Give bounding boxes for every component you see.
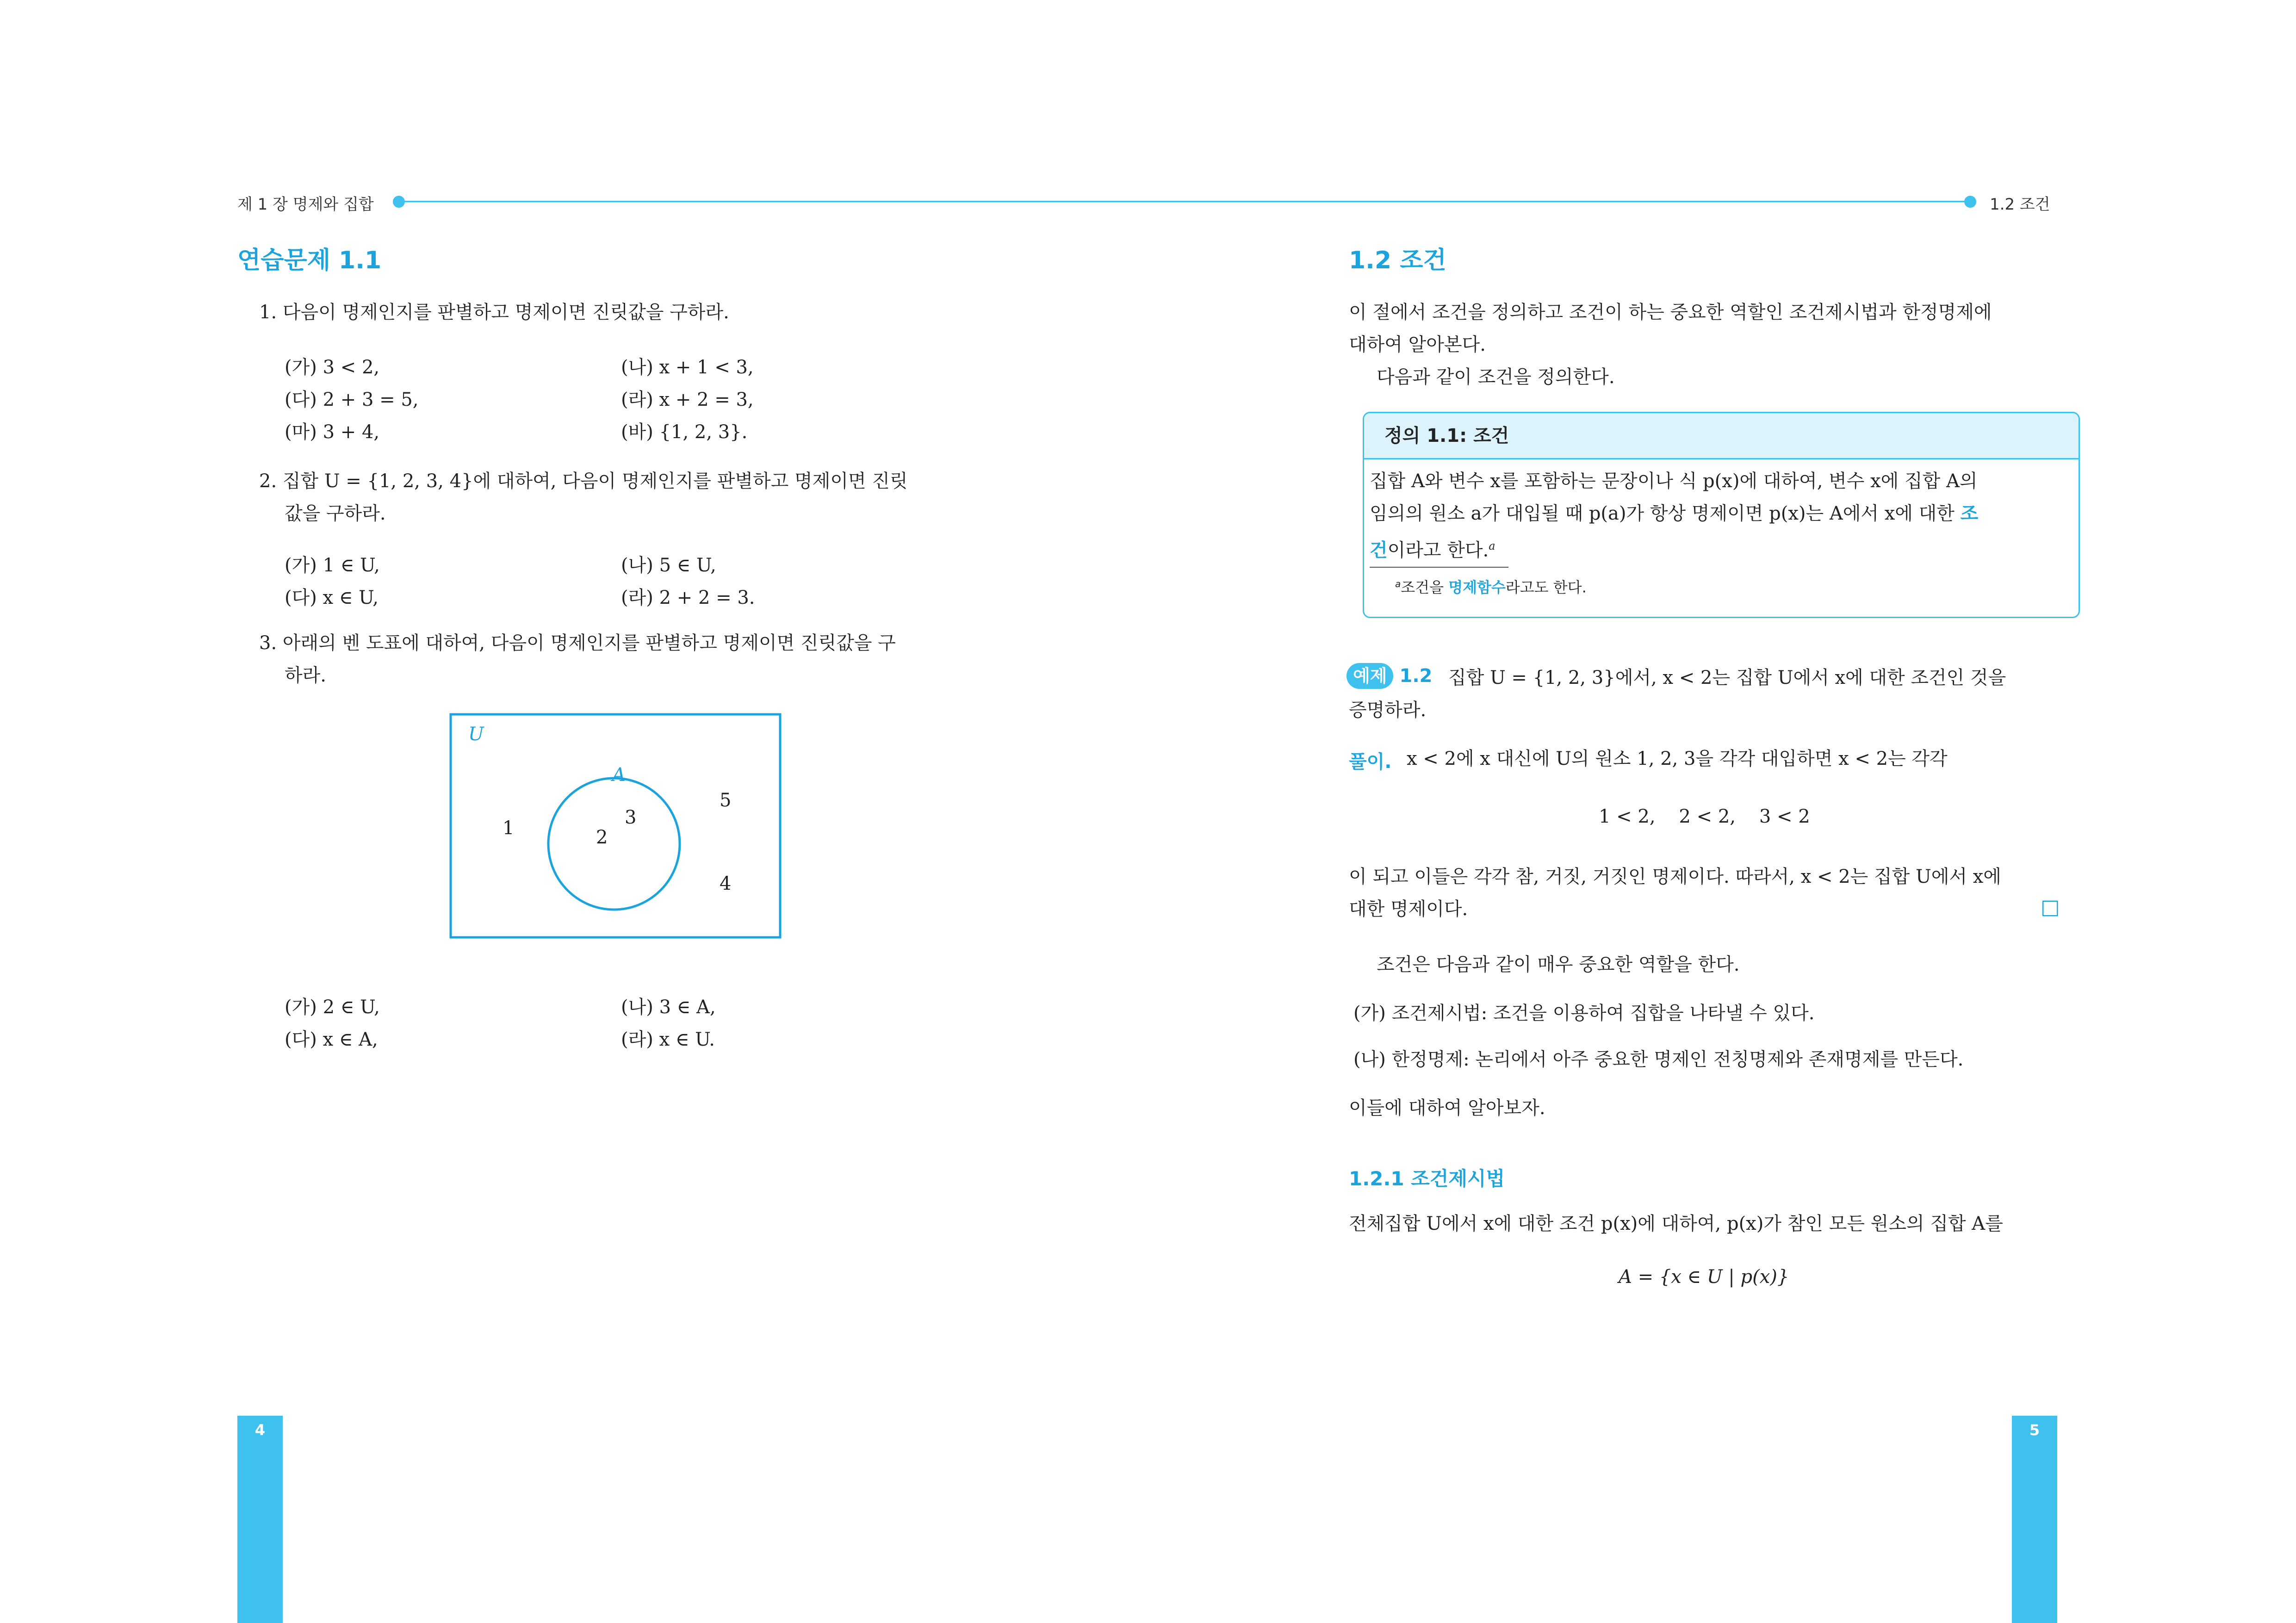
problem-1-option: (다) 2 + 3 = 5,: [285, 389, 419, 410]
problem-2-text: 값을 구하라.: [285, 503, 386, 524]
subsection-text: 전체집합 U에서 x에 대한 조건 p(x)에 대하여, p(x)가 참인 모든 원소의 집합 A를: [1349, 1213, 2003, 1234]
footnote-mark: a: [1489, 539, 1496, 552]
role-item: (나) 한정명제: 논리에서 아주 중요한 명제인 전칭명제와 존재명제를 만든다.: [1353, 1049, 1964, 1070]
definition-title: 정의 1.1: 조건: [1364, 413, 2079, 459]
definition-text: [1370, 497, 1978, 530]
problem-3-text: 하라.: [285, 665, 326, 686]
example-text: 집합 U = {1, 2, 3}에서, x < 2는 집합 U에서 x에 대한 조건인 것을: [1448, 667, 2006, 688]
set-builder-equation: A = {x ∈ U | p(x)}: [1619, 1266, 1789, 1288]
problem-1-option: (나) x + 1 < 3,: [621, 357, 754, 378]
problem-2-option: (다) x ∈ U,: [285, 587, 379, 608]
problem-3-text: 3. 아래의 벤 도표에 대하여, 다음이 명제인지를 판별하고 명제이면 진릿값을 구: [259, 632, 896, 654]
solution-label: 풀이.: [1349, 751, 1392, 773]
problem-1-text: 1. 다음이 명제인지를 판별하고 명제이면 진릿값을 구하라.: [259, 302, 729, 323]
problem-2-text: 2. 집합 U = {1, 2, 3, 4}에 대하여, 다음이 명제인지를 판별하고 명제이면 진릿: [259, 471, 908, 492]
problem-2-option: (가) 1 ∈ U,: [285, 555, 380, 576]
venn-element: 3: [625, 807, 637, 828]
problem-2-option: (라) 2 + 2 = 3.: [621, 587, 755, 608]
venn-diagram: [449, 712, 782, 939]
footnote-text: 조건을: [1401, 578, 1449, 596]
venn-element: 4: [720, 873, 732, 894]
venn-element: 1: [503, 818, 515, 839]
footnote-term: 명제함수: [1448, 578, 1506, 596]
problem-3-option: (다) x ∈ A,: [285, 1029, 378, 1050]
venn-element: 5: [720, 790, 732, 811]
problem-2-option: (나) 5 ∈ U,: [621, 555, 716, 576]
footnote-mark: a: [1395, 578, 1401, 589]
page-number-right: 5: [2029, 1421, 2040, 1439]
example-badge: 예제: [1347, 663, 1393, 689]
problem-1-option: (가) 3 < 2,: [285, 357, 380, 378]
intro-text: 이 절에서 조건을 정의하고 조건이 하는 중요한 역할인 조건제시법과 한정명제에: [1349, 302, 1992, 323]
problem-1-option: (마) 3 + 4,: [285, 421, 380, 443]
universe-label: U: [468, 724, 484, 745]
footnote-rule: [1370, 567, 1508, 568]
definition-text: [1370, 530, 1496, 566]
roles-outro: 이들에 대하여 알아보자.: [1349, 1097, 1545, 1119]
definition-text-part: 임의의 원소 a가 대입될 때 p(a)가 항상 명제이면 p(x)는 A에서 x에 대한: [1370, 503, 1961, 524]
left-section-title: 연습문제 1.1: [237, 247, 382, 274]
qed-mark: □: [2041, 895, 2060, 919]
roles-intro: 조건은 다음과 같이 매우 중요한 역할을 한다.: [1377, 954, 1740, 975]
header-right-dot: [1964, 196, 1976, 208]
problem-1-option: (라) x + 2 = 3,: [621, 389, 754, 410]
example-text: 증명하라.: [1349, 700, 1427, 721]
definition-term: 건: [1370, 539, 1388, 561]
intro-text: 다음과 같이 조건을 정의한다.: [1377, 366, 1615, 388]
header-section: 1.2 조건: [1990, 195, 2050, 214]
solution-text: x < 2에 x 대신에 U의 원소 1, 2, 3을 각각 대입하면 x < 2는 각각: [1407, 748, 1948, 769]
definition-text: 집합 A와 변수 x를 포함하는 문장이나 식 p(x)에 대하여, 변수 x에 집합 A의: [1370, 471, 1978, 492]
page-number-bar-right: [2012, 1416, 2057, 1623]
example-heading: [1347, 662, 1432, 687]
right-section-title: 1.2 조건: [1349, 247, 1446, 274]
problem-3-option: (가) 2 ∈ U,: [285, 997, 380, 1018]
set-a-circle: [548, 778, 680, 910]
definition-footnote: [1395, 574, 1587, 598]
definition-text-part: 이라고 한다.: [1387, 539, 1489, 561]
header-chapter: 제 1 장 명제와 집합: [237, 195, 374, 214]
subsection-title: 1.2.1 조건제시법: [1349, 1167, 1505, 1190]
intro-text: 대하여 알아본다.: [1349, 334, 1486, 355]
page-number-bar-left: [237, 1416, 283, 1623]
problem-1-option: (바) {1, 2, 3}.: [621, 421, 748, 443]
definition-term: 조: [1960, 502, 1979, 524]
problem-3-option: (나) 3 ∈ A,: [621, 997, 716, 1018]
header-rule: [399, 201, 1970, 202]
problem-3-option: (라) x ∈ U.: [621, 1029, 715, 1050]
solution-text: 이 되고 이들은 각각 참, 거짓, 거짓인 명제이다. 따라서, x < 2는 집합 U에서 x에: [1349, 866, 2001, 887]
universe-rectangle: [451, 714, 780, 937]
venn-element: 2: [596, 827, 608, 848]
solution-equation: 1 < 2, 2 < 2, 3 < 2: [1599, 806, 1810, 827]
footnote-text: 라고도 한다.: [1505, 578, 1587, 596]
role-item: (가) 조건제시법: 조건을 이용하여 집합을 나타낼 수 있다.: [1353, 1003, 1815, 1024]
solution-text: 대한 명제이다.: [1349, 898, 1468, 920]
set-a-label: A: [612, 764, 626, 786]
page-number-left: 4: [254, 1421, 266, 1439]
example-number: 1.2: [1399, 665, 1433, 687]
